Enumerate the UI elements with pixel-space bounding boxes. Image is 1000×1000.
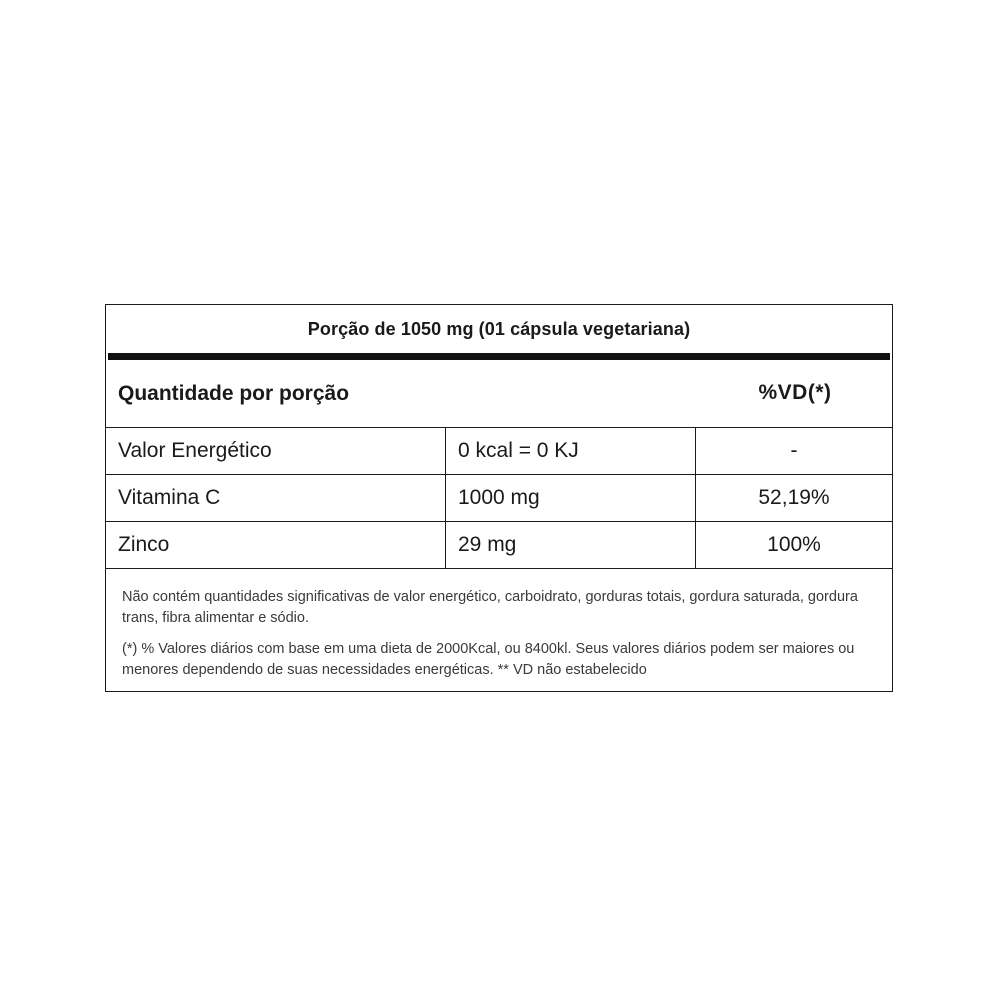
nutrient-name: Zinco (106, 522, 446, 568)
nutrient-amount: 1000 mg (446, 475, 696, 521)
nutrition-facts-table (105, 304, 893, 692)
nutrient-amount: 29 mg (446, 522, 696, 568)
table-row (106, 522, 892, 569)
nutrient-dv: 100% (767, 533, 821, 556)
table-row (106, 428, 892, 475)
nutrient-dv: 52,19% (758, 486, 830, 509)
table-header (106, 360, 892, 428)
header-quantity-label: Quantidade por porção (118, 382, 350, 405)
thick-divider (108, 353, 890, 360)
header-dv-label: %VD(*) (758, 381, 832, 404)
serving-size: Porção de 1050 mg (01 cápsula vegetariana) (307, 318, 691, 339)
table-row (106, 475, 892, 522)
nutrient-name: Vitamina C (106, 475, 446, 521)
nutrient-dv: - (790, 439, 798, 462)
nutrient-amount: 0 kcal = 0 KJ (446, 428, 696, 474)
footnotes (122, 587, 862, 691)
nutrient-name: Valor Energético (106, 428, 446, 474)
footnote-insignificant: Não contém quantidades significativas de valor energético, carboidrato, gorduras totais, gordura saturada, gordura trans, fibra alimentar e sódio. (122, 589, 858, 626)
footnote-daily-values: (*) % Valores diários com base em uma dieta de 2000Kcal, ou 8400kl. Seus valores diários podem ser maiores ou menores dependendo de suas necessidades energéticas. ** VD não estabelecido (122, 641, 855, 678)
